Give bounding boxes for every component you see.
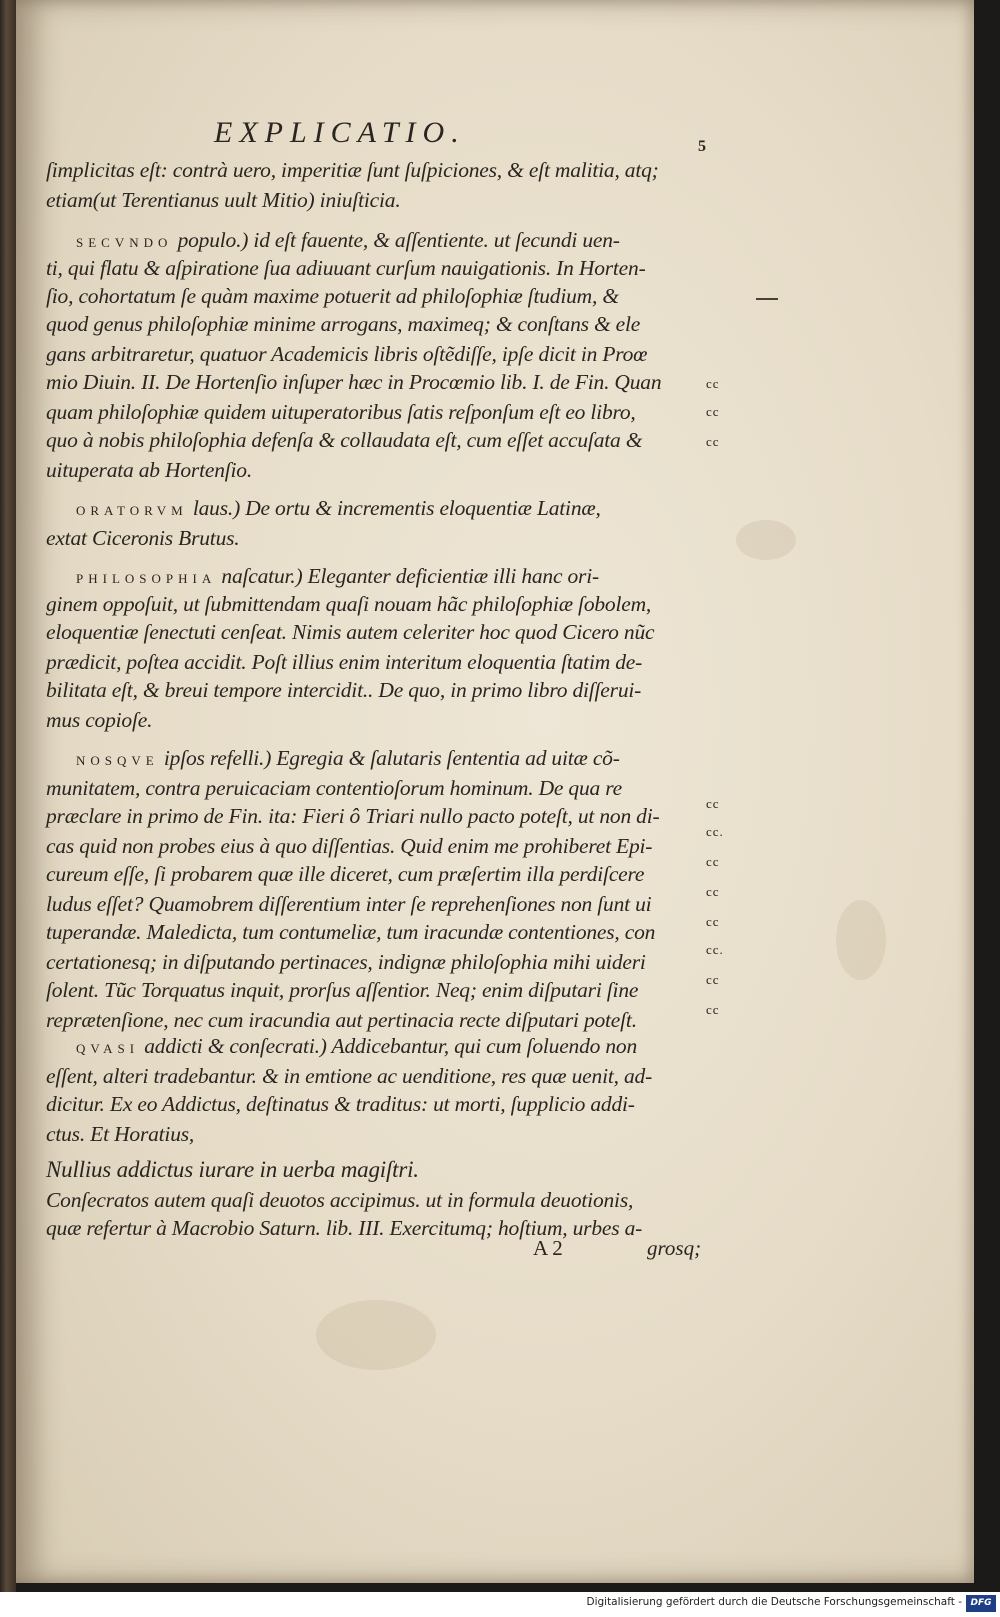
text-line <box>46 398 636 426</box>
text-line <box>46 1120 194 1148</box>
book-spine <box>0 0 16 1592</box>
text-line <box>46 456 252 484</box>
line-text: addicti & conſecrati.) Addicebantur, qui cum ſoluendo non <box>139 1034 638 1058</box>
line-text: ipſos refelli.) Egregia & ſalutaris ſententia ad uitæ cõ- <box>158 746 620 770</box>
paper-stain <box>836 900 886 980</box>
line-text: ginem oppoſuit, ut ſubmittendam quaſi nouam hãc philoſophiæ ſobolem, <box>46 592 652 616</box>
line-text: ſio, cohortatum ſe quàm maxime potuerit ad philoſophiæ ſtudium, & <box>46 284 619 308</box>
line-text: laus.) De ortu & incrementis eloquentiæ Latinæ, <box>187 496 601 520</box>
text-line <box>46 832 652 860</box>
line-text: ti, qui flatu & aſpiratione ſua adiuuant curſum nauigationis. In Horten- <box>46 256 646 280</box>
text-line <box>76 226 620 257</box>
line-text: mus copioſe. <box>46 708 153 732</box>
line-text: ſolent. Tũc Torquatus inquit, prorſus aſſentior. Neq; enim diſputari ſine <box>46 978 639 1002</box>
lemma-caps: NOSQVE <box>76 753 159 768</box>
footer-credit: Digitalisierung gefördert durch die Deutsche Forschungsgemeinschaft - <box>586 1596 962 1608</box>
paper-stain <box>316 1300 436 1370</box>
folio-number: 5 <box>698 138 706 155</box>
line-text: prædicit, poſtea accidit. Poſt illius enim interitum eloquentia ſtatim de- <box>46 650 643 674</box>
text-line <box>46 802 659 830</box>
line-text: ſimplicitas eſt: contrà uero, imperitiæ ſunt ſuſpiciones, & eſt malitia, atq; <box>46 158 659 182</box>
line-text: cas quid non probes eius à quo diſſentias. Quid enim me prohiberet Epi- <box>46 834 653 858</box>
line-text: tuperandæ. Maledicta, tum contumeliæ, tum iracundæ contentiones, con <box>46 920 656 944</box>
text-line <box>46 1006 637 1034</box>
lemma-caps: SECVNDO <box>76 235 173 250</box>
line-text: reprætenſione, nec cum iracundia aut pertinacia recte diſputari poteſt. <box>46 1008 637 1032</box>
text-line <box>46 254 646 282</box>
line-text: dicitur. Ex eo Addictus, deſtinatus & traditus: ut morti, ſupplicio addi- <box>46 1092 635 1116</box>
text-line <box>46 426 642 454</box>
text-line <box>46 676 641 704</box>
margin-dash <box>756 298 778 300</box>
text-line <box>46 648 642 676</box>
text-line <box>76 744 620 775</box>
line-text: uituperata ab Hortenſio. <box>46 458 253 482</box>
marginal-quote-mark: cc <box>706 972 720 987</box>
text-line <box>46 368 661 396</box>
line-text: bilitata eſt, & breui tempore intercidit.. De quo, in primo libro diſſerui- <box>46 678 642 702</box>
text-line <box>46 186 401 214</box>
text-line <box>46 890 651 918</box>
text-line <box>46 948 646 976</box>
signature-mark: A 2 <box>533 1236 563 1260</box>
line-text: naſcatur.) Eleganter deficientiæ illi hanc ori- <box>216 564 599 588</box>
text-line <box>46 282 619 310</box>
line-text: quod genus philoſophiæ minime arrogans, maximeq; & conſtans & ele <box>46 312 641 336</box>
text-line <box>46 156 659 184</box>
footer-bar <box>0 1592 1000 1617</box>
marginal-quote-mark: cc <box>706 1002 720 1017</box>
line-text: gans arbitraretur, quatuor Academicis libris oſtẽdiſſe, ipſe dicit in Proœ <box>46 342 648 366</box>
text-line <box>46 340 647 368</box>
text-line <box>46 310 640 338</box>
text-line <box>46 774 622 802</box>
marginal-quote-mark: cc <box>706 854 720 869</box>
marginal-quote-mark: cc. <box>706 942 724 957</box>
text-line <box>46 918 655 946</box>
line-text: quæ refertur à Macrobio Saturn. lib. III. Exercitumq; hoſtium, urbes a- <box>46 1216 643 1240</box>
line-text: munitatem, contra peruicaciam contentioſorum hominum. De qua re <box>46 776 622 800</box>
text-line <box>76 562 599 593</box>
line-text: mio Diuin. II. De Hortenſio inſuper hæc in Procœmio lib. I. de Fin. Quan <box>46 370 662 394</box>
marginal-quote-mark: cc <box>706 914 720 929</box>
marginal-quote-mark: cc <box>706 884 720 899</box>
text-line <box>46 524 239 552</box>
marginal-quote-mark: cc. <box>706 824 724 839</box>
text-line <box>46 1156 419 1184</box>
marginal-quote-mark: cc <box>706 376 720 391</box>
text-line <box>46 860 644 888</box>
text-line <box>76 494 601 525</box>
text-line <box>46 706 152 734</box>
lemma-caps: QVASI <box>76 1041 140 1056</box>
text-line <box>46 1062 652 1090</box>
running-head: EXPLICATIO. <box>214 116 466 149</box>
text-line <box>46 618 654 646</box>
line-text: certationesq; in diſputando pertinaces, indignæ philoſophia mihi uideri <box>46 950 646 974</box>
paper-stain <box>736 520 796 560</box>
marginal-quote-mark: cc <box>706 434 720 449</box>
text-line <box>46 1186 633 1214</box>
line-text: quo à nobis philoſophia defenſa & collaudata eſt, cum eſſet accuſata & <box>46 428 643 452</box>
line-text: etiam(ut Terentianus uult Mitio) iniuſticia. <box>46 188 401 212</box>
text-line <box>46 590 651 618</box>
lemma-caps: ORATORVM <box>76 503 188 518</box>
line-text: Conſecratos autem quaſi deuotos accipimus. ut in formula deuotionis, <box>46 1188 634 1212</box>
line-text: ludus eſſet? Quamobrem diſſerentium inter ſe reprehenſiones non ſunt ui <box>46 892 652 916</box>
text-line <box>46 1090 635 1118</box>
line-text: extat Ciceronis Brutus. <box>46 526 240 550</box>
line-text: ctus. Et Horatius, <box>46 1122 195 1146</box>
line-text: cureum eſſe, ſi probarem quæ ille diceret, cum præſertim illa perdiſcere <box>46 862 645 886</box>
line-text: quam philoſophiæ quidem uituperatoribus ſatis reſponſum eſt eo libro, <box>46 400 636 424</box>
line-text: populo.) id eſt fauente, & aſſentiente. ut ſecundi uen- <box>172 228 620 252</box>
line-text: eloquentiæ ſenectuti cenſeat. Nimis autem celeriter hoc quod Cicero nũc <box>46 620 655 644</box>
line-text: præclare in primo de Fin. ita: Fieri ô Triari nullo pacto poteſt, ut non di- <box>46 804 660 828</box>
marginal-quote-mark: cc <box>706 404 720 419</box>
catchword: grosq; <box>647 1236 702 1260</box>
text-line <box>46 976 638 1004</box>
dfg-logo: DFG <box>966 1595 996 1612</box>
line-text: Nullius addictus iurare in uerba magiſtri. <box>46 1157 419 1182</box>
marginal-quote-mark: cc <box>706 796 720 811</box>
lemma-caps: PHILOSOPHIA <box>76 571 217 586</box>
line-text: eſſent, alteri tradebantur. & in emtione ac uenditione, res quæ uenit, ad- <box>46 1064 653 1088</box>
text-line <box>76 1032 637 1063</box>
